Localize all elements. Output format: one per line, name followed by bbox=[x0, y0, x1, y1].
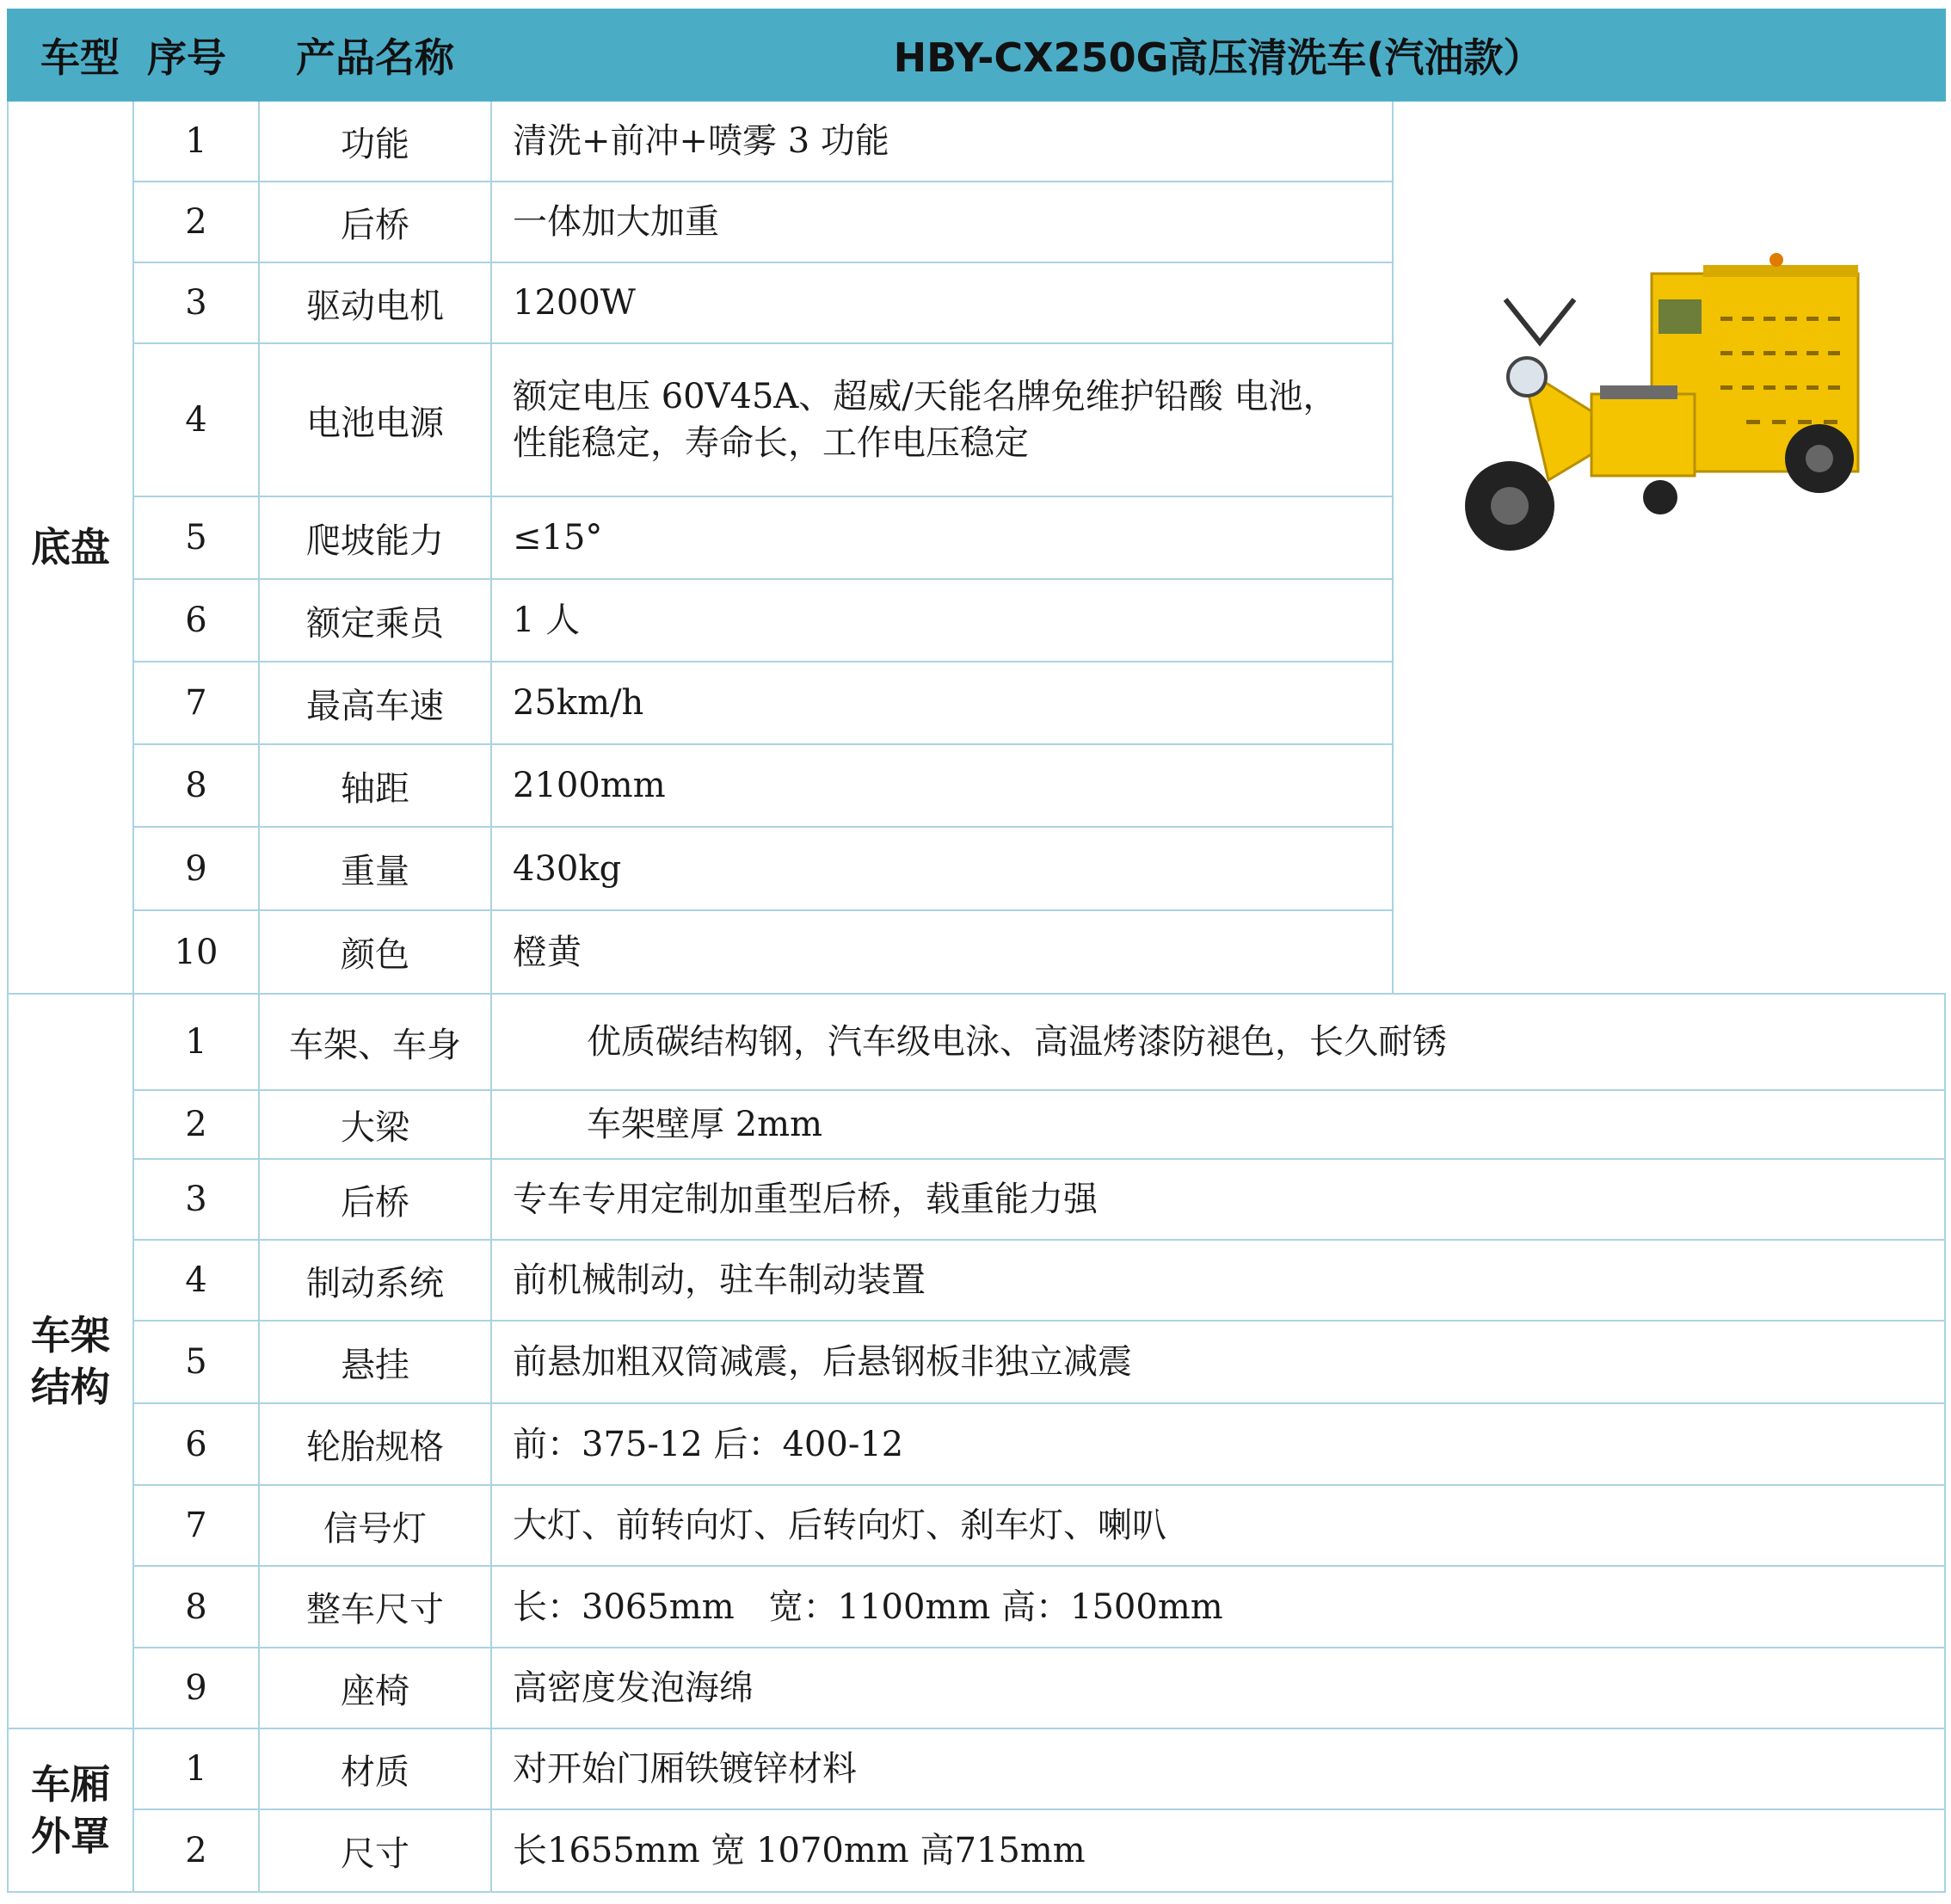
row-name: 最高车速 bbox=[259, 662, 491, 744]
row-name: 悬挂 bbox=[259, 1321, 491, 1403]
row-value: 1 人 bbox=[491, 579, 1393, 662]
section-label-frame-line2: 结构 bbox=[31, 1364, 110, 1410]
header-col-name: 产品名称 bbox=[259, 9, 491, 101]
row-value: 2100mm bbox=[491, 744, 1393, 827]
table-row bbox=[8, 1321, 1945, 1403]
section-label-frame bbox=[8, 994, 133, 1728]
spec-table bbox=[7, 9, 1946, 1893]
table-row bbox=[8, 1566, 1945, 1648]
row-name: 信号灯 bbox=[259, 1485, 491, 1566]
section-label-cabin-line1: 车厢 bbox=[31, 1761, 110, 1808]
row-name: 驱动电机 bbox=[259, 262, 491, 343]
table-row bbox=[8, 1090, 1945, 1159]
row-number: 8 bbox=[133, 1566, 259, 1648]
row-name: 额定乘员 bbox=[259, 579, 491, 662]
row-name: 后桥 bbox=[259, 182, 491, 262]
row-number: 3 bbox=[133, 262, 259, 343]
row-name: 大梁 bbox=[259, 1090, 491, 1159]
row-number: 9 bbox=[133, 827, 259, 910]
row-number: 9 bbox=[133, 1648, 259, 1728]
row-name: 座椅 bbox=[259, 1648, 491, 1728]
row-name: 后桥 bbox=[259, 1159, 491, 1240]
table-row bbox=[8, 1728, 1945, 1809]
row-value: ≤15° bbox=[491, 496, 1393, 579]
row-number: 10 bbox=[133, 910, 259, 994]
row-value: 高密度发泡海绵 bbox=[491, 1648, 1945, 1728]
row-value: 前：375-12 后：400-12 bbox=[491, 1403, 1945, 1485]
row-number: 2 bbox=[133, 1809, 259, 1892]
table-row bbox=[8, 1485, 1945, 1566]
row-value-line1: 额定电压 60V45A、超威/天能名牌免维护铅酸 电池， bbox=[513, 377, 1338, 416]
row-number: 5 bbox=[133, 496, 259, 579]
row-number: 2 bbox=[133, 1090, 259, 1159]
row-number: 7 bbox=[133, 1485, 259, 1566]
row-number: 3 bbox=[133, 1159, 259, 1240]
row-name: 爬坡能力 bbox=[259, 496, 491, 579]
row-name: 制动系统 bbox=[259, 1240, 491, 1321]
header-type-seq bbox=[8, 9, 259, 101]
row-value: 优质碳结构钢，汽车级电泳、高温烤漆防褪色，长久耐锈 bbox=[491, 994, 1945, 1090]
header-col-type: 车型 bbox=[40, 34, 120, 81]
row-number: 8 bbox=[133, 744, 259, 827]
row-number: 2 bbox=[133, 182, 259, 262]
row-value: 大灯、前转向灯、后转向灯、刹车灯、喇叭 bbox=[491, 1485, 1945, 1566]
row-number: 7 bbox=[133, 662, 259, 744]
row-value-line2: 性能稳定，寿命长，工作电压稳定 bbox=[513, 423, 1029, 463]
row-value: 清洗+前冲+喷雾 3 功能 bbox=[491, 101, 1393, 182]
row-value: 1200W bbox=[491, 262, 1393, 343]
table-row bbox=[8, 1240, 1945, 1321]
row-name: 功能 bbox=[259, 101, 491, 182]
row-name: 整车尺寸 bbox=[259, 1566, 491, 1648]
row-value: 前悬加粗双筒减震，后悬钢板非独立减震 bbox=[491, 1321, 1945, 1403]
header-title: HBY-CX250G高压清洗车(汽油款） bbox=[491, 9, 1945, 101]
row-name: 轮胎规格 bbox=[259, 1403, 491, 1485]
row-name: 车架、车身 bbox=[259, 994, 491, 1090]
row-number: 4 bbox=[133, 343, 259, 496]
table-row bbox=[8, 994, 1945, 1090]
row-value bbox=[491, 343, 1393, 496]
section-label-chassis: 底盘 bbox=[8, 101, 133, 994]
row-name: 重量 bbox=[259, 827, 491, 910]
row-value: 对开始门厢铁镀锌材料 bbox=[491, 1728, 1945, 1809]
row-number: 6 bbox=[133, 1403, 259, 1485]
section-label-cabin bbox=[8, 1728, 133, 1892]
row-name: 材质 bbox=[259, 1728, 491, 1809]
table-row bbox=[8, 1403, 1945, 1485]
table-row bbox=[8, 1159, 1945, 1240]
row-number: 6 bbox=[133, 579, 259, 662]
section-label-cabin-line2: 外罩 bbox=[31, 1813, 110, 1859]
header-col-seq: 序号 bbox=[147, 34, 227, 81]
row-value: 前机械制动，驻车制动装置 bbox=[491, 1240, 1945, 1321]
row-value: 430kg bbox=[491, 827, 1393, 910]
row-value: 专车专用定制加重型后桥，载重能力强 bbox=[491, 1159, 1945, 1240]
row-number: 4 bbox=[133, 1240, 259, 1321]
spec-sheet bbox=[7, 9, 1944, 1893]
row-name: 颜色 bbox=[259, 910, 491, 994]
row-name: 尺寸 bbox=[259, 1809, 491, 1892]
vehicle-photo-cell bbox=[1393, 101, 1945, 994]
row-number: 1 bbox=[133, 994, 259, 1090]
row-value: 一体加大加重 bbox=[491, 182, 1393, 262]
row-number: 1 bbox=[133, 1728, 259, 1809]
row-value: 长1655mm 宽 1070mm 高715mm bbox=[491, 1809, 1945, 1892]
row-value: 长：3065mm 宽：1100mm 高：1500mm bbox=[491, 1566, 1945, 1648]
table-row bbox=[8, 1648, 1945, 1728]
row-value: 车架壁厚 2mm bbox=[491, 1090, 1945, 1159]
row-name: 轴距 bbox=[259, 744, 491, 827]
row-name: 电池电源 bbox=[259, 343, 491, 496]
vehicle-image bbox=[1445, 248, 1875, 609]
row-number: 5 bbox=[133, 1321, 259, 1403]
table-row bbox=[8, 1809, 1945, 1892]
row-number: 1 bbox=[133, 101, 259, 182]
table-header-row bbox=[8, 9, 1945, 101]
table-row bbox=[8, 101, 1945, 182]
row-value: 25km/h bbox=[491, 662, 1393, 744]
section-label-frame-line1: 车架 bbox=[31, 1312, 110, 1359]
row-value: 橙黄 bbox=[491, 910, 1393, 994]
